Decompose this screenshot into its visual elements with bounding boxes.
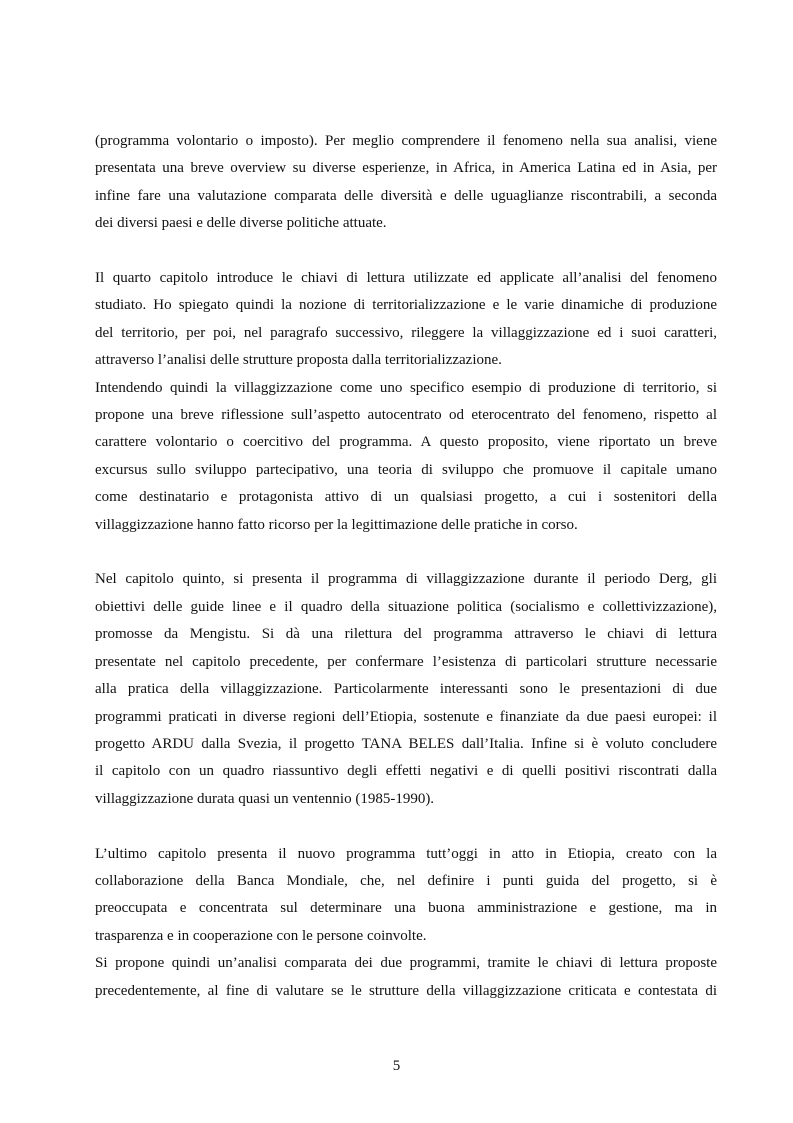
- text-line: Il quarto capitolo introduce le chiavi di lettura utilizzate ed applicate all’analisi del fenomeno: [95, 270, 717, 287]
- text-line: Intendendo quindi la villaggizzazione come uno specifico esempio di produzione di territorio, si: [95, 379, 717, 396]
- text-line: excursus sullo sviluppo partecipativo, una teoria di sviluppo che promuove il capitale umano: [95, 461, 717, 478]
- text-line: Nel capitolo quinto, si presenta il programma di villaggizzazione durante il periodo Derg, gli: [95, 571, 717, 588]
- text-line: presentata una breve overview su diverse esperienze, in Africa, in America Latina ed in Asia, per: [95, 160, 717, 177]
- text-line: promosse da Mengistu. Si dà una rilettura del programma attraverso le chiavi di lettura: [95, 626, 717, 643]
- paragraph-2: [95, 265, 717, 375]
- text-line: carattere volontario o coercitivo del programma. A questo proposito, viene riportato un breve: [95, 434, 717, 451]
- text-line: infine fare una valutazione comparata delle diversità e delle uguaglianze riscontrabili, a seconda: [95, 187, 717, 204]
- paragraph-6: [95, 950, 717, 1005]
- text-line: dei diversi paesi e delle diverse politiche attuate.: [95, 215, 387, 232]
- text-line: precedentemente, al fine di valutare se le strutture della villaggizzazione criticata e contestata di: [95, 982, 717, 999]
- text-line: trasparenza e in cooperazione con le persone coinvolte.: [95, 927, 427, 944]
- page-number: 5: [392, 1058, 401, 1074]
- paragraph-5: [95, 841, 717, 951]
- text-line: presentate nel capitolo precedente, per confermare l’esistenza di particolari strutture necessarie: [95, 653, 717, 670]
- text-line: attraverso l’analisi delle strutture proposta dalla territorializzazione.: [95, 352, 502, 369]
- text-line: programmi praticati in diverse regioni dell’Etiopia, sostenute e finanziate da due paesi europei: il: [95, 708, 717, 725]
- text-line: alla pratica della villaggizzazione. Particolarmente interessanti sono le presentazioni di due: [95, 681, 717, 698]
- text-line: (programma volontario o imposto). Per meglio comprendere il fenomeno nella sua analisi, viene: [95, 133, 717, 149]
- text-line: obiettivi delle guide linee e il quadro della situazione politica (socialismo e collettivizzazione),: [95, 598, 717, 615]
- paragraph-4: [95, 566, 717, 813]
- page-body: [95, 128, 717, 1005]
- text-line: progetto ARDU dalla Svezia, il progetto TANA BELES dall’Italia. Infine si è voluto concludere: [95, 735, 717, 752]
- text-line: collaborazione della Banca Mondiale, che, nel definire i punti guida del progetto, si è: [95, 872, 717, 889]
- text-line: villaggizzazione hanno fatto ricorso per la legittimazione delle pratiche in corso.: [95, 516, 578, 533]
- text-line: preoccupata e concentrata sul determinare una buona amministrazione e gestione, ma in: [95, 900, 717, 917]
- paragraph-3: [95, 375, 717, 539]
- text-line: L’ultimo capitolo presenta il nuovo programma tutt’oggi in atto in Etiopia, creato con la: [95, 845, 717, 862]
- text-line: propone una breve riflessione sull’aspetto autocentrato od eterocentrato del fenomeno, rispetto al: [95, 407, 717, 424]
- text-line: il capitolo con un quadro riassuntivo degli effetti negativi e di quelli positivi riscontrati dalla: [95, 763, 717, 780]
- text-line: del territorio, per poi, nel paragrafo successivo, rileggere la villaggizzazione ed i suoi caratteri,: [95, 324, 717, 341]
- paragraph-1: [95, 128, 717, 238]
- text-line: villaggizzazione durata quasi un ventennio (1985-1990).: [95, 790, 435, 807]
- text-line: studiato. Ho spiegato quindi la nozione di territorializzazione e le varie dinamiche di produzione: [95, 297, 717, 314]
- text-line: come destinatario e protagonista attivo di un qualsiasi progetto, a cui i sostenitori della: [95, 489, 717, 506]
- text-line: Si propone quindi un’analisi comparata dei due programmi, tramite le chiavi di lettura proposte: [95, 955, 717, 972]
